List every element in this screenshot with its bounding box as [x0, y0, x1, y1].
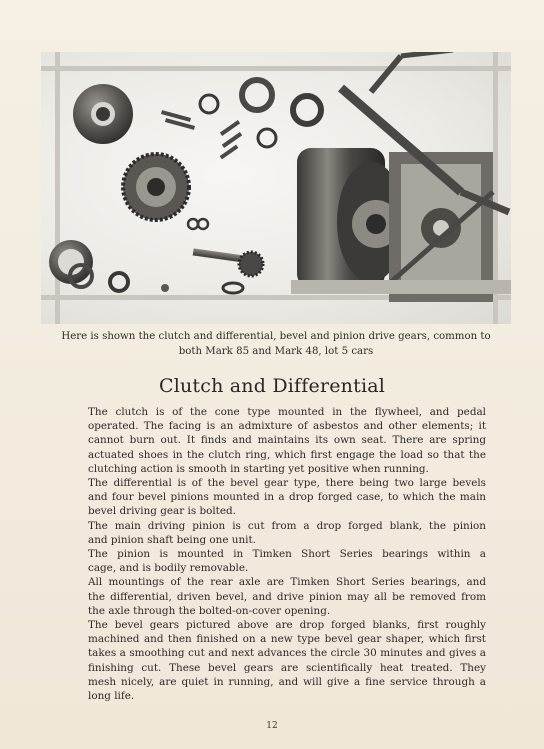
text-line: finishing cut. These bevel gears are scientifically heat treated. They: [88, 661, 486, 674]
text-line: actuated shoes in the clutch ring, which first engage the load so that the: [88, 448, 486, 461]
text-line: cannot burn out. It finds and maintains its own seat. There are spring: [88, 434, 486, 447]
clutch-differential-photo: [41, 52, 511, 324]
paragraph-differential: [88, 476, 486, 519]
section-title: Clutch and Differential: [158, 375, 386, 397]
text-line: mesh nicely, are quiet in running, and will give a fine service through a: [88, 675, 486, 688]
photo-plate: [41, 52, 511, 324]
body-text: [88, 405, 486, 703]
text-line: machined and then finished on a new type bevel gear shaper, which first: [88, 633, 486, 646]
bearing-rings-part: [200, 80, 321, 147]
text-line: The bevel gears pictured above are drop forged blanks, first roughly: [88, 619, 486, 632]
page-number: 12: [266, 721, 278, 731]
text-line: and four bevel pinions mounted in a drop forged case, to which the main: [88, 491, 486, 504]
text-line: bevel driving gear is bolted.: [88, 505, 236, 518]
paragraph-bevel-gears: [88, 618, 486, 703]
text-line: The pinion is mounted in Timken Short Series bearings within a: [88, 548, 486, 561]
pinion-shaft-part: [193, 248, 263, 293]
paragraph-clutch: [88, 405, 486, 476]
text-line: long life.: [88, 690, 135, 703]
text-line: cage, and is bodily removable.: [88, 562, 249, 575]
text-line: The main driving pinion is cut from a drop forged blank, the pinion: [88, 519, 486, 532]
bevel-gear-part: [123, 154, 189, 220]
paragraph-main-pinion: [88, 519, 486, 547]
text-line: takes a smoothing cut and next advances the circle 30 minutes and gives a: [88, 647, 486, 660]
text-line: the differential, driven bevel, and drive pinion may all be removed from: [88, 590, 486, 603]
text-line: and pinion shaft being one unit.: [88, 533, 256, 546]
caption-line-2: both Mark 85 and Mark 48, lot 5 cars: [178, 346, 374, 357]
clutch-ring-part: [73, 84, 133, 144]
bolts-part: [161, 110, 242, 159]
roller-bearing-part: [49, 240, 128, 291]
text-line: operated. The facing is an admixture of asbestos and other elements; it: [88, 420, 486, 433]
caption-line-1: Here is shown the clutch and differential, bevel and pinion drive gears, common to: [61, 331, 491, 342]
text-line: All mountings of the rear axle are Timken Short Series bearings, and: [88, 576, 486, 589]
paragraph-pinion-mount: [88, 547, 486, 575]
text-line: clutching action is smooth in starting yet positive when running.: [88, 462, 429, 475]
text-line: The clutch is of the cone type mounted in the flywheel, and pedal: [88, 406, 486, 418]
paragraph-rear-axle: [88, 575, 486, 618]
text-line: The differential is of the bevel gear type, there being two large bevels: [88, 477, 486, 490]
text-line: the axle through the bolted-on-cover opening.: [88, 604, 331, 617]
photo-caption: [41, 329, 511, 359]
frame-base-part: [291, 280, 511, 294]
